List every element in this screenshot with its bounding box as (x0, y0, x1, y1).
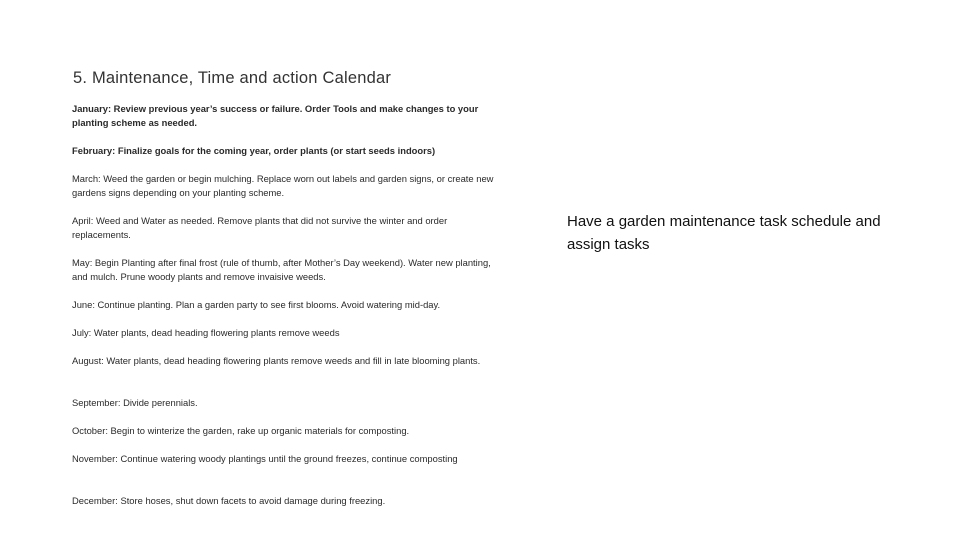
calendar-entry-july: July: Water plants, dead heading flowering plants remove weeds (72, 327, 340, 338)
calendar-entry-june: June: Continue planting. Plan a garden party to see first blooms. Avoid watering mid-day. (72, 299, 441, 310)
calendar-entry-october: October: Begin to winterize the garden, rake up organic materials for composting. (72, 425, 410, 436)
calendar-entry-january: January: Review previous year’s success or failure. Order Tools and make changes to your planting scheme as needed. (72, 103, 479, 128)
calendar-entry-november: November: Continue watering woody plantings until the ground freezes, continue composting (72, 453, 458, 464)
calendar-entry-august: August: Water plants, dead heading flowering plants remove weeds and fill in late blooming plants. (72, 355, 481, 366)
calendar-entry-february: February: Finalize goals for the coming year, order plants (or start seeds indoors) (72, 145, 436, 156)
side-note: Have a garden maintenance task schedule and assign tasks (567, 213, 881, 253)
calendar-entry-september: September: Divide perennials. (72, 397, 198, 408)
calendar-entry-december: December: Store hoses, shut down facets to avoid damage during freezing. (72, 495, 386, 506)
calendar-entry-march: March: Weed the garden or begin mulching. Replace worn out labels and garden signs, or create new gardens signs depending on your planting scheme. (72, 173, 494, 198)
calendar-entry-may: May: Begin Planting after final frost (rule of thumb, after Mother’s Day weekend). Water new planting, and mulch. Prune woody plants and remove invaisive weeds. (72, 257, 491, 282)
calendar-entry-april: April: Weed and Water as needed. Remove plants that did not survive the winter and order replacements. (72, 215, 448, 240)
slide-title: 5. Maintenance, Time and action Calendar (73, 69, 392, 87)
